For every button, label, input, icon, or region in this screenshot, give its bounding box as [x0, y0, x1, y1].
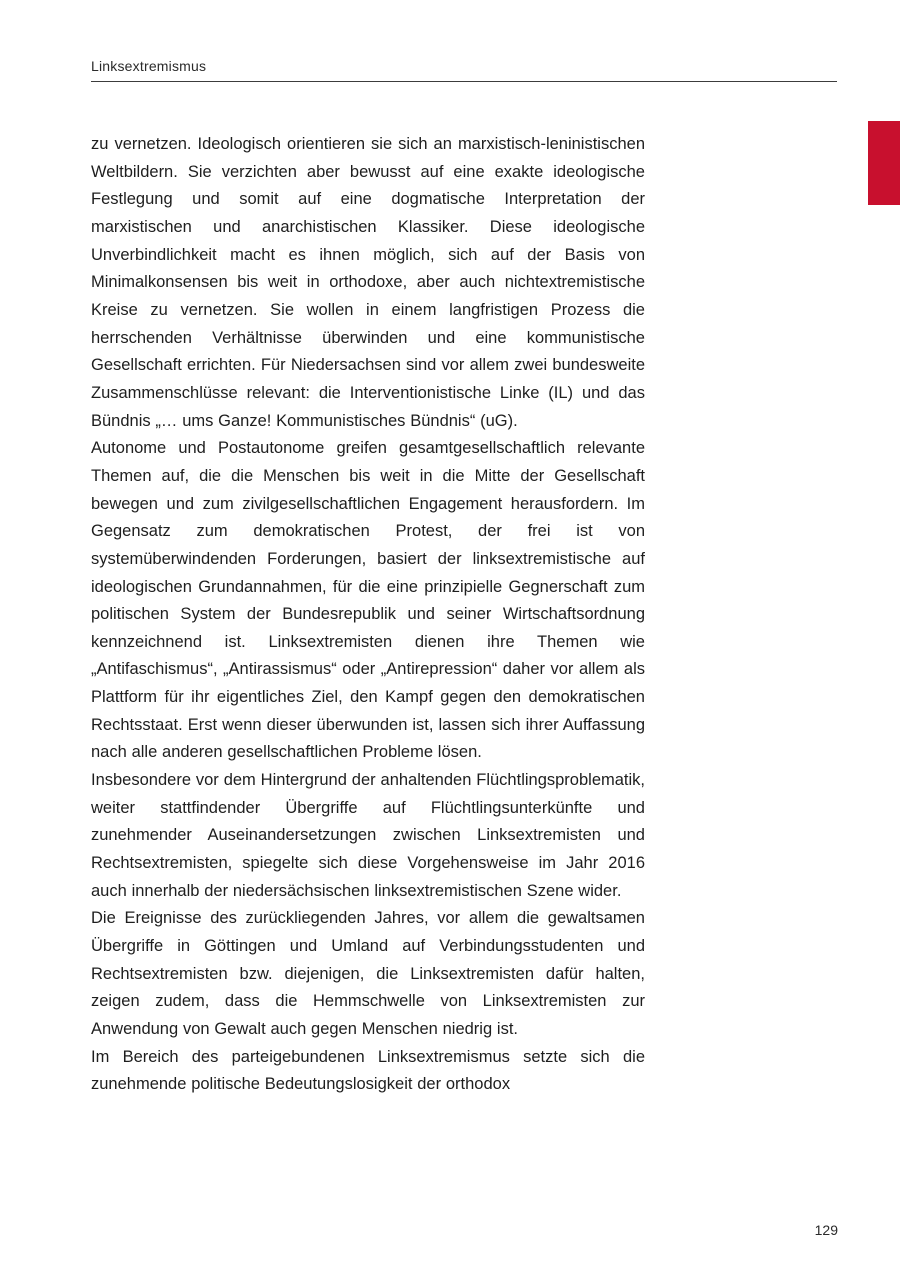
page-number: 129 — [814, 1222, 838, 1238]
body-text — [91, 131, 645, 1099]
running-header: Linksextremismus — [91, 58, 207, 74]
paragraph: Die Ereignisse des zurückliegenden Jahres, vor allem die gewaltsamen Übergriffe in Göttingen und Umland auf Verbindungsstudenten und Rechtsextremisten bzw. diejenigen, die Linksextremisten dafür halten, zeigen zudem, dass die Hemmschwelle von Linksextremisten zur Anwendung von Gewalt auch gegen Menschen niedrig ist. — [91, 909, 645, 1038]
paragraph: Autonome und Postautonome greifen gesamtgesellschaftlich relevante Themen auf, die die Menschen bis weit in die Mitte der Gesellschaft bewegen und zum zivilgesellschaftlichen Engagement herausfordern. Im Gegensatz zum demokratischen Protest, der frei ist von systemüberwindenden Forderungen, basiert der linksextremistische auf ideologischen Grundannahmen, für die eine prinzipielle Gegnerschaft zum politischen System der Bundesrepublik und seiner Wirtschaftsordnung kennzeichnend ist. Linksextremisten dienen ihre Themen wie „Antifaschismus“, „Antirassismus“ oder „Antirepression“ daher vor allem als Plattform für ihr eigentliches Ziel, den Kampf gegen den demokratischen Rechtsstaat. Erst wenn dieser überwunden ist, lassen sich ihrer Auffassung nach alle anderen gesellschaftlichen Probleme lösen. — [91, 439, 645, 762]
header-rule — [91, 81, 837, 82]
paragraph: Im Bereich des parteigebundenen Linksextremismus setzte sich die zunehmende politische Bedeutungslosigkeit der orthodox — [91, 1047, 645, 1094]
paragraph: Insbesondere vor dem Hintergrund der anhaltenden Flüchtlingsproblematik, weiter stattfindender Übergriffe auf Flüchtlingsunterkünfte und zunehmender Auseinandersetzungen zwischen Linksextremisten und Rechtsextremisten, spiegelte sich diese Vorgehensweise im Jahr 2016 auch innerhalb der niedersächsischen linksextremistischen Szene wider. — [91, 771, 645, 900]
paragraph: zu vernetzen. Ideologisch orientieren sie sich an marxistisch-leninistischen Weltbildern. Sie verzichten aber bewusst auf eine exakte ideologische Festlegung und somit auf eine dogmatische Interpretation der marxistischen und anarchistischen Klassiker. Diese ideologische Unverbindlichkeit macht es ihnen möglich, sich auf der Basis von Minimalkonsensen bis weit in orthodoxe, aber auch nichtextremistische Kreise zu vernetzen. Sie wollen in einem langfristigen Prozess die herrschenden Verhältnisse überwinden und eine kommunistische Gesellschaft errichten. Für Niedersachsen sind vor allem zwei bundesweite Zusammenschlüsse relevant: die Interventionistische Linke (IL) und das Bündnis „… ums Ganze! Kommunistisches Bündnis“ (uG). — [91, 135, 645, 430]
chapter-marker-tab — [868, 121, 900, 205]
